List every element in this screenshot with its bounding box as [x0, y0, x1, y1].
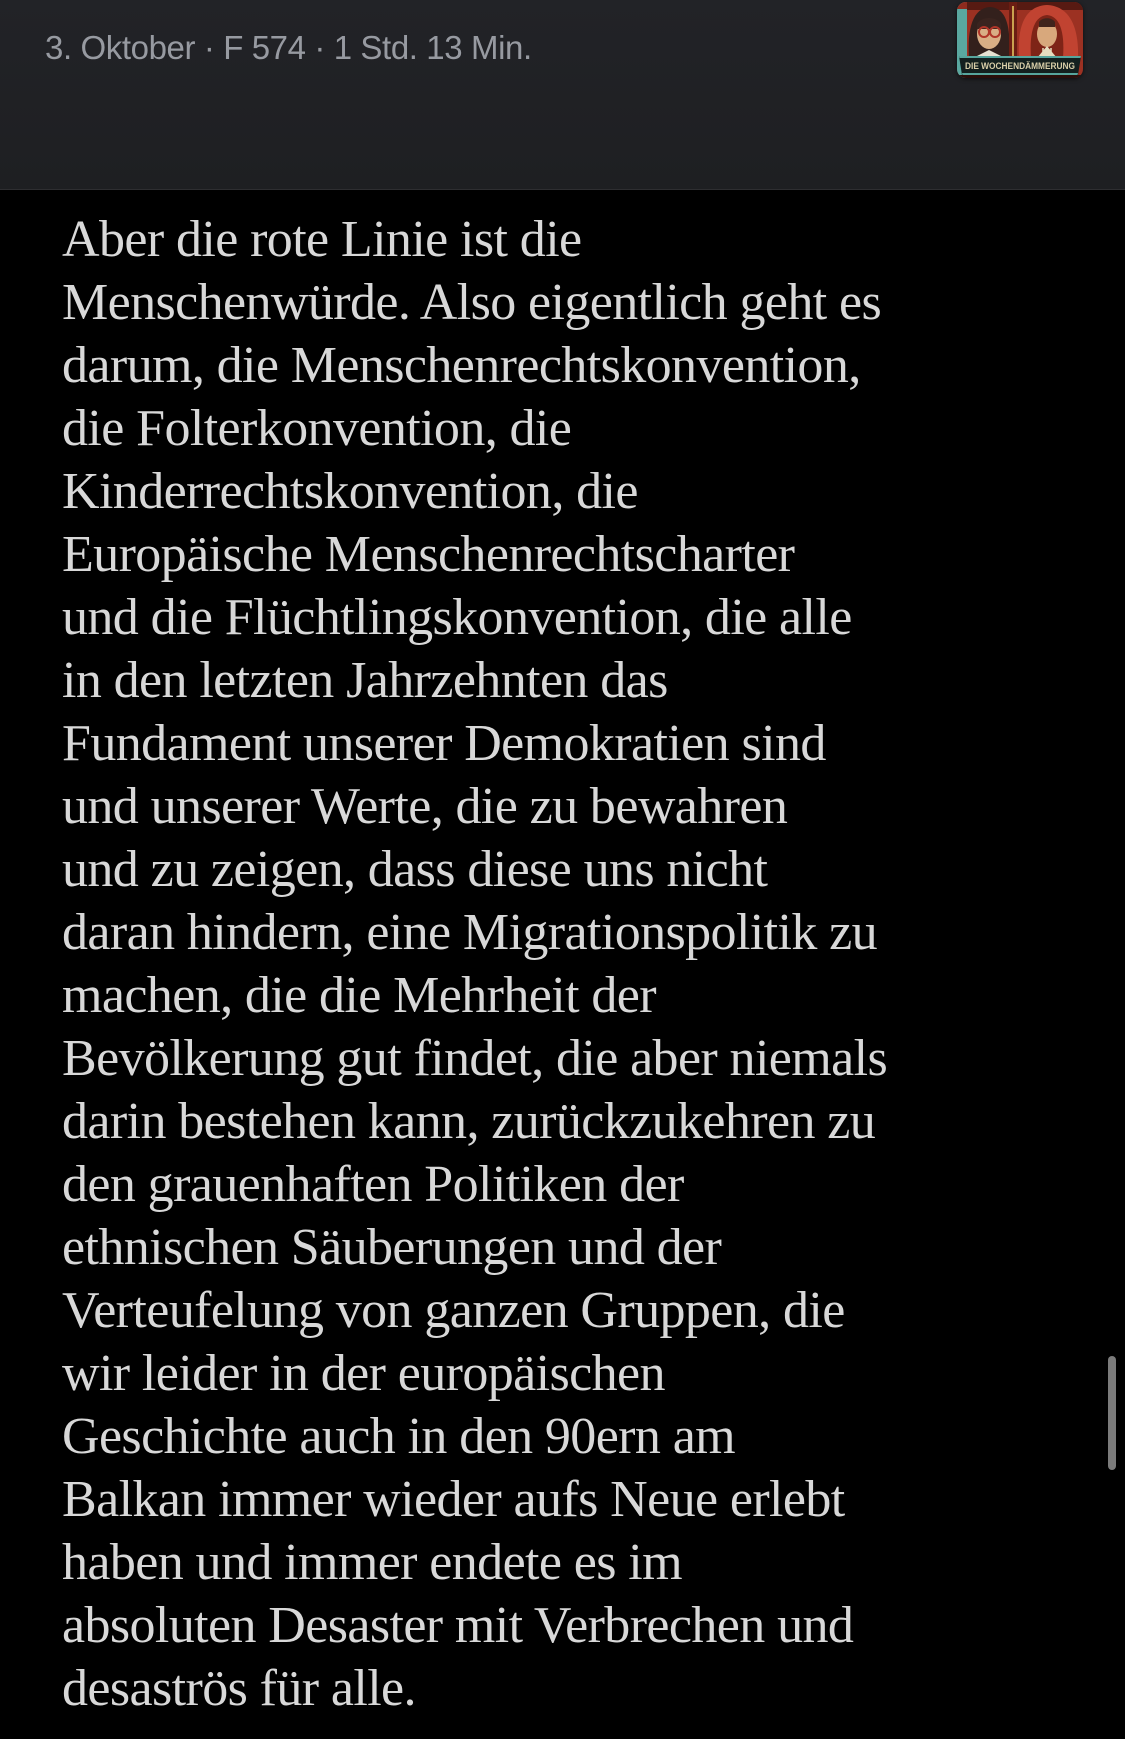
transcript-line: Menschenwürde. Also eigentlich geht es	[62, 274, 882, 331]
transcript-line: Aber die rote Linie ist die	[62, 211, 582, 268]
transcript-view[interactable]	[0, 191, 1125, 1739]
transcript-line: Europäische Menschenrechtscharter	[62, 526, 795, 583]
header-bar	[0, 0, 1125, 190]
transcript-line: darum, die Menschenrechtskonvention,	[62, 337, 861, 394]
transcript-line: Kinderrechtskonvention, die	[62, 463, 638, 520]
transcript-line: wir leider in der europäischen	[62, 1345, 665, 1402]
transcript-line: absoluten Desaster mit Verbrechen und	[62, 1597, 854, 1654]
scrollbar-thumb[interactable]	[1108, 1356, 1116, 1470]
transcript-line: Balkan immer wieder aufs Neue erlebt	[62, 1471, 845, 1528]
transcript-line: Verteufelung von ganzen Gruppen, die	[62, 1282, 845, 1339]
podcast-artwork[interactable]	[957, 2, 1083, 78]
transcript-line: Bevölkerung gut findet, die aber niemals	[62, 1030, 888, 1087]
transcript-line: und unserer Werte, die zu bewahren	[62, 778, 788, 835]
podcast-artwork-illustration	[957, 2, 1083, 78]
transcript-line: desaströs für alle.	[62, 1660, 416, 1717]
transcript-line: und die Flüchtlingskonvention, die alle	[62, 589, 852, 646]
transcript-line: darin bestehen kann, zurückzukehren zu	[62, 1093, 876, 1150]
transcript-line: daran hindern, eine Migrationspolitik zu	[62, 904, 878, 961]
transcript-line: den grauenhaften Politiken der	[62, 1156, 684, 1213]
transcript-line: Geschichte auch in den 90ern am	[62, 1408, 736, 1465]
transcript-line: in den letzten Jahrzehnten das	[62, 652, 668, 709]
episode-meta-line: 3. Oktober · F 574 · 1 Std. 13 Min.	[45, 29, 532, 66]
podcast-artwork-banner-label: DIE WOCHENDÄMMERUNG	[965, 61, 1075, 72]
transcript-text	[62, 208, 1092, 1720]
transcript-line: ethnischen Säuberungen und der	[62, 1219, 722, 1276]
transcript-line: haben und immer endete es im	[62, 1534, 682, 1591]
transcript-line: Fundament unserer Demokratien sind	[62, 715, 826, 772]
transcript-line: machen, die die Mehrheit der	[62, 967, 656, 1024]
transcript-line: die Folterkonvention, die	[62, 400, 572, 457]
transcript-line: und zu zeigen, dass diese uns nicht	[62, 841, 768, 898]
